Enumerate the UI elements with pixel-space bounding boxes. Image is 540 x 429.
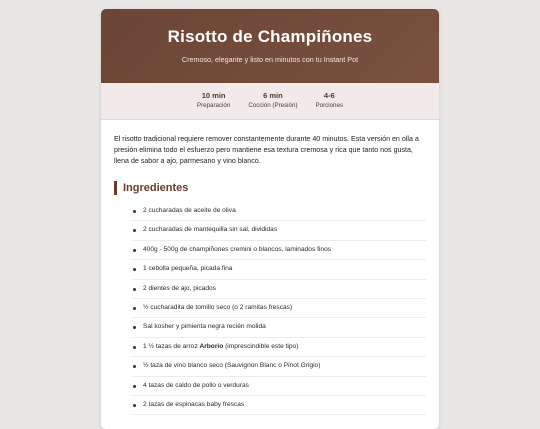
ingredient-text: 2 dientes de ajo, picados bbox=[143, 284, 216, 292]
ingredient-item bbox=[132, 260, 426, 279]
ingredients-heading: Ingredientes bbox=[114, 181, 426, 195]
recipe-stats-bar bbox=[101, 83, 439, 120]
recipe-content bbox=[101, 120, 439, 415]
ingredient-item bbox=[132, 241, 426, 260]
recipe-intro: El risotto tradicional requiere remover constantemente durante 40 minutos. Esta versión en olla a presión elimina todo el esfuerzo pero mantiene esa textura cremosa y rica que tanto nos gusta, llena de sabor a ajo, parmesano y vino blanco. bbox=[114, 135, 419, 165]
ingredient-item bbox=[132, 202, 426, 221]
ingredient-item bbox=[132, 280, 426, 299]
recipe-subtitle: Cremoso, elegante y listo en minutos con tu Instant Pot bbox=[181, 55, 359, 64]
bullet-icon bbox=[133, 326, 136, 329]
stat-value: 6 min bbox=[263, 91, 283, 100]
ingredient-text: Sal kosher y pimienta negra recién molida bbox=[143, 323, 266, 331]
bullet-icon bbox=[133, 288, 136, 291]
stat-label: Preparación bbox=[196, 102, 231, 109]
stat-servings bbox=[316, 91, 344, 119]
bullet-icon bbox=[133, 385, 136, 388]
ingredient-text-post: (imprescindible este tipo) bbox=[223, 342, 299, 350]
bullet-icon bbox=[133, 365, 136, 368]
ingredient-text: ½ taza de vino blanco seco (Sauvignon Blanc o Pinot Grigio) bbox=[143, 362, 321, 370]
ingredient-text: ½ cucharadita de tomillo seco (o 2 ramitas frescas) bbox=[143, 303, 293, 311]
ingredients-list bbox=[114, 202, 426, 415]
bullet-icon bbox=[133, 229, 136, 232]
stat-value: 10 min bbox=[201, 91, 226, 100]
ingredient-item bbox=[132, 377, 426, 396]
stat-cook-time bbox=[248, 91, 297, 119]
ingredient-text: 2 cucharadas de mantequilla sin sal, divididas bbox=[143, 226, 278, 234]
bullet-icon bbox=[133, 249, 136, 252]
ingredient-item bbox=[132, 299, 426, 318]
recipe-title: Risotto de Champiñones bbox=[167, 27, 373, 46]
bullet-icon bbox=[133, 404, 136, 407]
recipe-card bbox=[101, 9, 439, 429]
recipe-header bbox=[101, 9, 439, 83]
ingredient-text: 4 tazas de caldo de pollo o verduras bbox=[143, 381, 249, 389]
ingredient-item bbox=[132, 318, 426, 337]
stat-label: Porciones bbox=[315, 102, 344, 109]
stat-label: Cocción (Presión) bbox=[248, 102, 298, 109]
stat-value: 4-6 bbox=[323, 91, 335, 100]
ingredient-text-bold: Arborio bbox=[199, 342, 224, 350]
ingredient-text: 1 cebolla pequeña, picada fina bbox=[143, 265, 233, 273]
ingredient-text-pre: 1 ½ tazas de arroz bbox=[143, 342, 200, 350]
bullet-icon bbox=[133, 307, 136, 310]
ingredient-item bbox=[132, 221, 426, 240]
bullet-icon bbox=[133, 210, 136, 213]
ingredient-item bbox=[132, 396, 426, 415]
stat-prep-time bbox=[197, 91, 230, 119]
ingredient-text: 400g - 500g de champiñones cremini o blancos, laminados finos bbox=[143, 245, 332, 253]
bullet-icon bbox=[133, 268, 136, 271]
ingredient-item bbox=[132, 357, 426, 376]
ingredient-text: 2 tazas de espinacas baby frescas bbox=[143, 400, 245, 408]
ingredient-text: 2 cucharadas de aceite de oliva bbox=[143, 207, 236, 214]
ingredient-item bbox=[132, 338, 426, 357]
bullet-icon bbox=[133, 346, 136, 349]
